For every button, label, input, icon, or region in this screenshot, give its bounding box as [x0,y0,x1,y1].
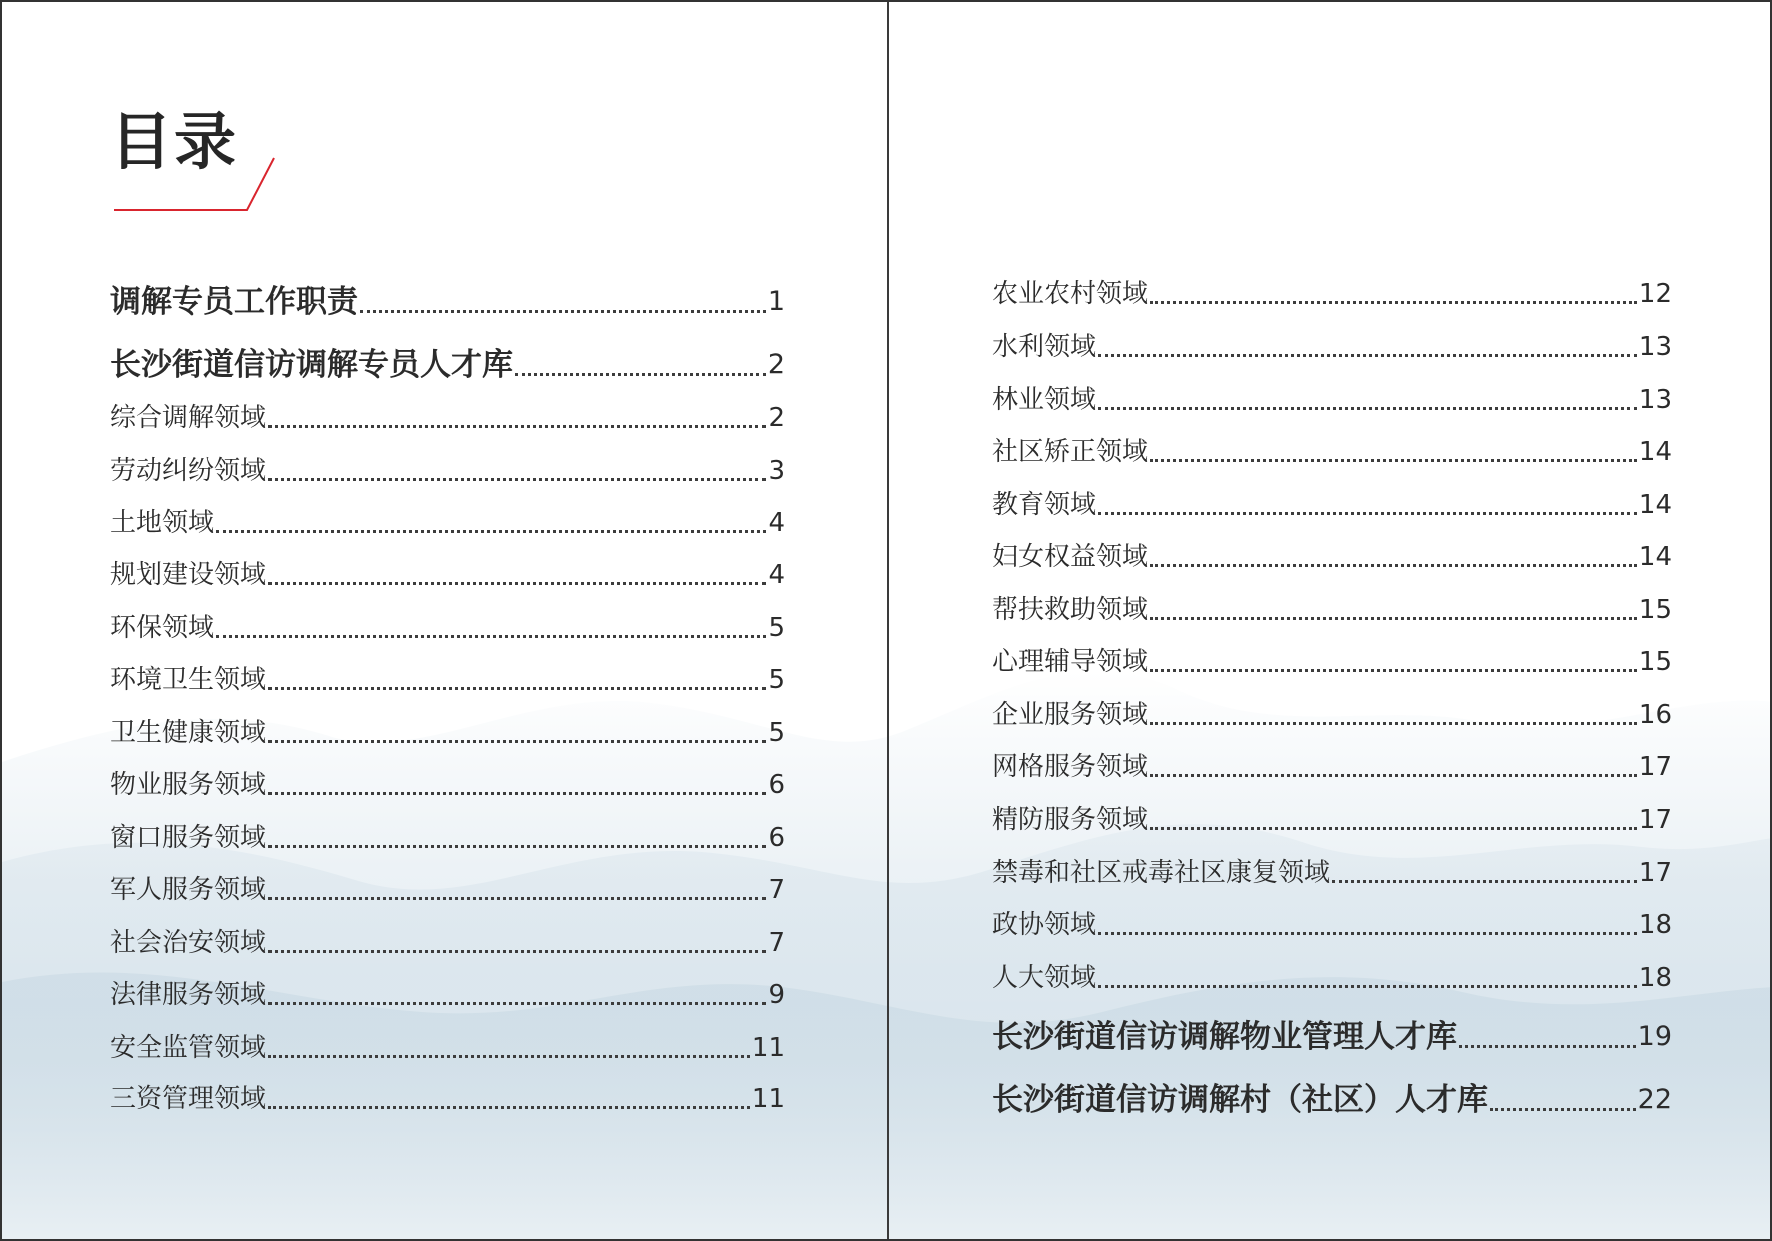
toc-entry-page: 6 [768,823,785,853]
dot-leader [1098,512,1637,515]
toc-entry-page: 12 [1638,279,1672,309]
dot-leader [268,478,766,481]
toc-entry-page: 5 [768,613,785,643]
dot-leader [1098,932,1637,935]
dot-leader [268,687,766,690]
toc-entry-label: 禁毒和社区戒毒社区康复领域 [992,858,1331,888]
page-title: 目录 [110,105,239,178]
toc-entry-page: 13 [1638,332,1672,362]
toc-entry[interactable] [110,975,785,1015]
toc-entry-page: 11 [751,1033,785,1063]
toc-entry-label: 长沙街道信访调解物业管理人才库 [992,1019,1457,1055]
dot-leader [1150,774,1637,777]
toc-entry-page: 14 [1638,490,1672,520]
toc-entry[interactable] [992,485,1672,525]
toc-entry-page: 13 [1638,385,1672,415]
toc-entry[interactable] [110,713,785,753]
toc-entry-label: 妇女权益领域 [992,542,1149,572]
toc-entry-page: 3 [768,456,785,486]
toc-entry-page: 16 [1638,700,1672,730]
toc-entry-label: 综合调解领域 [110,403,267,433]
toc-entry[interactable] [110,1079,785,1119]
toc-entry[interactable] [110,923,785,963]
toc-entry-label: 土地领域 [110,508,215,538]
dot-leader [1150,617,1637,620]
toc-entry-label: 规划建设领域 [110,560,267,590]
toc-entry[interactable] [110,660,785,700]
dot-leader [360,310,766,313]
dot-leader [1459,1045,1636,1048]
toc-entry[interactable] [110,1028,785,1068]
dot-leader [1150,301,1637,304]
toc-entry[interactable] [992,274,1672,314]
dot-leader [1150,827,1637,830]
toc-entry-page: 19 [1637,1021,1672,1052]
toc-entry-label: 长沙街道信访调解村（社区）人才库 [992,1082,1488,1118]
dot-leader [1150,459,1637,462]
toc-entry-label: 环保领域 [110,613,215,643]
dot-leader [1098,985,1637,988]
toc-entry[interactable] [992,1077,1672,1123]
toc-entry[interactable] [110,555,785,595]
toc-entry-label: 军人服务领域 [110,875,267,905]
dot-leader [268,740,766,743]
dot-leader [216,635,766,638]
toc-entry-label: 林业领域 [992,385,1097,415]
toc-entry-label: 人大领域 [992,963,1097,993]
toc-entry-page: 6 [768,770,785,800]
toc-entry-page: 5 [768,665,785,695]
dot-leader [1150,669,1637,672]
toc-entry-label: 法律服务领域 [110,980,267,1010]
toc-entry[interactable] [110,451,785,491]
toc-entry-page: 5 [768,718,785,748]
toc-entry[interactable] [992,380,1672,420]
toc-entry[interactable] [110,342,785,388]
toc-entry-page: 17 [1638,752,1672,782]
toc-entry-page: 9 [768,980,785,1010]
dot-leader [1098,354,1637,357]
toc-entry-page: 15 [1638,647,1672,677]
toc-entry-label: 帮扶救助领域 [992,595,1149,625]
toc-entry-page: 4 [768,560,785,590]
toc-entry-label: 物业服务领域 [110,770,267,800]
toc-entry-label: 劳动纠纷领域 [110,456,267,486]
toc-entry-label: 网格服务领域 [992,752,1149,782]
toc-entry-label: 心理辅导领域 [992,647,1149,677]
toc-entry-page: 7 [768,928,785,958]
toc-entry-label: 窗口服务领域 [110,823,267,853]
toc-entry-page: 1 [767,286,785,317]
toc-entry-page: 15 [1638,595,1672,625]
toc-entry-page: 4 [768,508,785,538]
toc-entry[interactable] [992,537,1672,577]
toc-entry[interactable] [110,398,785,438]
toc-entry-label: 政协领域 [992,910,1097,940]
toc-entry-page: 18 [1638,963,1672,993]
toc-entry[interactable] [110,870,785,910]
toc-entry-page: 17 [1638,805,1672,835]
toc-entry[interactable] [110,279,785,325]
toc-entry[interactable] [992,905,1672,945]
toc-entry[interactable] [992,432,1672,472]
toc-entry[interactable] [992,853,1672,893]
toc-entry[interactable] [992,747,1672,787]
dot-leader [1490,1108,1636,1111]
toc-entry-label: 水利领域 [992,332,1097,362]
toc-entry[interactable] [110,608,785,648]
toc-entry[interactable] [992,642,1672,682]
toc-entry-page: 14 [1638,437,1672,467]
toc-entry[interactable] [992,327,1672,367]
toc-entry[interactable] [110,503,785,543]
dot-leader [1150,564,1637,567]
toc-entry-page: 7 [768,875,785,905]
dot-leader [1150,722,1637,725]
toc-entry-label: 企业服务领域 [992,700,1149,730]
toc-entry-page: 17 [1638,858,1672,888]
toc-entry-label: 教育领域 [992,490,1097,520]
toc-entry-page: 2 [768,403,785,433]
dot-leader [268,1055,750,1058]
toc-entry-page: 22 [1637,1084,1672,1115]
toc-entry-label: 安全监管领域 [110,1033,267,1063]
toc-entry-label: 社会治安领域 [110,928,267,958]
center-spine [887,2,889,1241]
toc-entry-label: 卫生健康领域 [110,718,267,748]
toc-entry-label: 三资管理领域 [110,1084,267,1114]
toc-entry-page: 2 [767,349,785,380]
dot-leader [268,950,766,953]
toc-entry-label: 农业农村领域 [992,279,1149,309]
dot-leader [268,425,766,428]
toc-entry-label: 长沙街道信访调解专员人才库 [110,347,513,383]
toc-entry[interactable] [992,958,1672,998]
toc-entry[interactable] [992,590,1672,630]
toc-entry-label: 社区矫正领域 [992,437,1149,467]
dot-leader [268,897,766,900]
toc-entry[interactable] [992,1014,1672,1060]
dot-leader [268,1002,766,1005]
toc-entry[interactable] [992,695,1672,735]
dot-leader [268,1106,750,1109]
toc-entry[interactable] [110,818,785,858]
toc-entry-label: 环境卫生领域 [110,665,267,695]
dot-leader [1332,880,1637,883]
dot-leader [268,792,766,795]
toc-entry[interactable] [110,765,785,805]
toc-entry[interactable] [992,800,1672,840]
dot-leader [1098,407,1637,410]
dot-leader [268,845,766,848]
dot-leader [268,582,766,585]
dot-leader [515,373,766,376]
toc-entry-page: 11 [751,1084,785,1114]
toc-entry-label: 精防服务领域 [992,805,1149,835]
toc-entry-page: 18 [1638,910,1672,940]
dot-leader [216,530,766,533]
title-accent-line [112,152,282,216]
toc-entry-page: 14 [1638,542,1672,572]
toc-entry-label: 调解专员工作职责 [110,284,358,320]
